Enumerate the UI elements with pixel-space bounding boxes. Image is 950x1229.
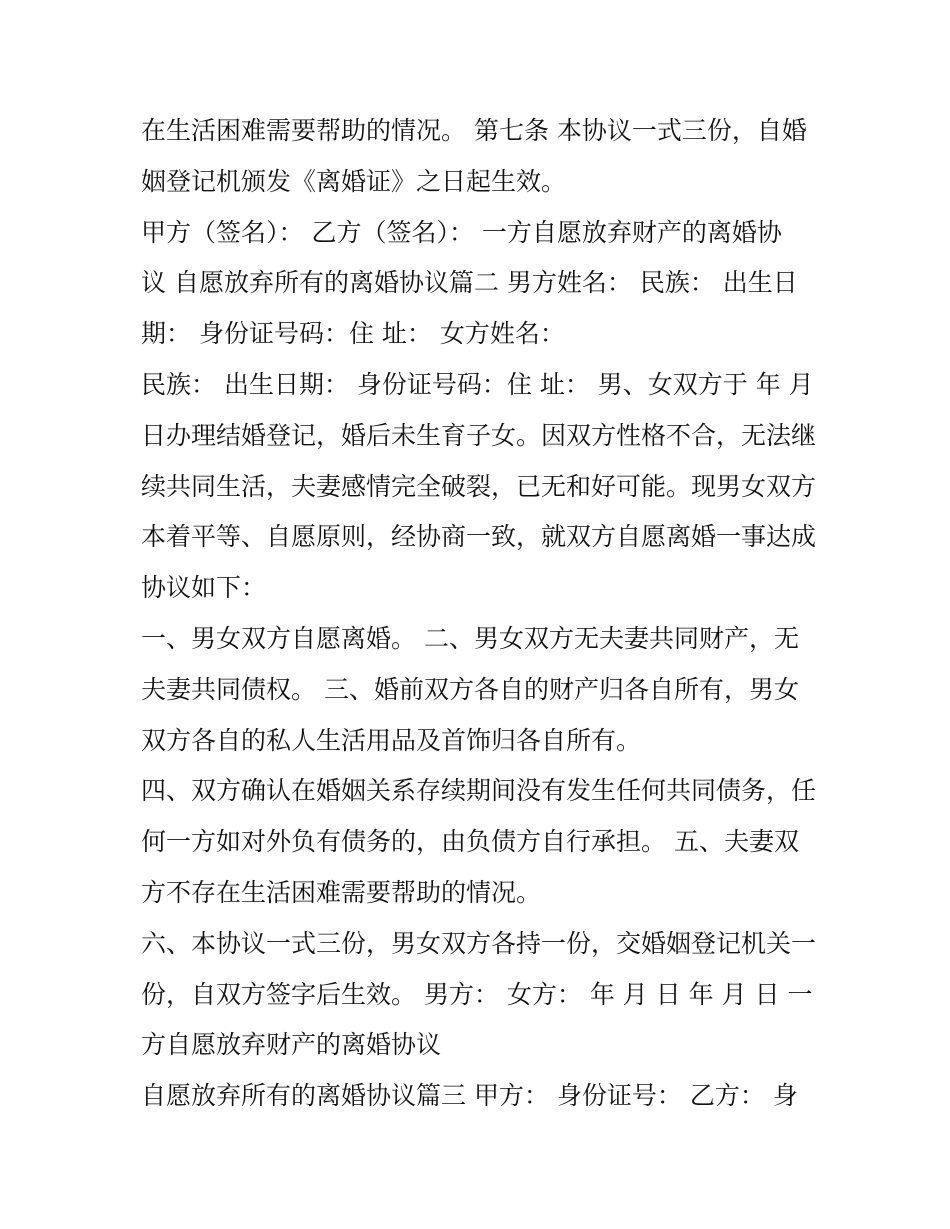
text-line: 方不存在生活困难需要帮助的情况。 xyxy=(141,877,542,907)
text-line: 日办理结婚登记，婚后未生育子女。因双方性格不合，无法继 xyxy=(141,420,817,450)
text-line: 在生活困难需要帮助的情况。 第七条 本协议一式三份，自婚 xyxy=(141,116,807,145)
text-line: 姻登记机颁发《离婚证》之日起生效。 xyxy=(141,166,567,196)
text-line: 协议如下： xyxy=(141,573,267,603)
text-line: 四、双方确认在婚姻关系存续期间没有发生任何共同债务，任 xyxy=(141,776,817,806)
text-line: 甲方（签名）： 乙方（签名）： 一方自愿放弃财产的离婚协 xyxy=(141,217,782,247)
text-line: 份，自双方签字后生效。 男方： 女方： 年 月 日 年 月 日 一 xyxy=(141,979,813,1009)
text-line: 期： 身份证号码：住 址： 女方姓名： xyxy=(141,319,565,349)
text-line: 续共同生活，夫妻感情完全破裂，已无和好可能。现男女双方 xyxy=(141,471,817,501)
text-line: 双方各自的私人生活用品及首饰归各自所有。 xyxy=(141,725,642,755)
text-line: 六、本协议一式三份，男女双方各持一份，交婚姻登记机关一 xyxy=(141,928,817,958)
document-body xyxy=(141,106,821,1122)
text-line: 议 自愿放弃所有的离婚协议篇二 男方姓名： 民族： 出生日 xyxy=(141,268,798,298)
text-line: 一、男女双方自愿离婚。 二、男女双方无夫妻共同财产，无 xyxy=(141,623,799,653)
text-line: 何一方如对外负有债务的，由负债方自行承担。 五、夫妻双 xyxy=(141,827,799,857)
text-line: 民族： 出生日期： 身份证号码：住 址： 男、女双方于 年 月 xyxy=(141,369,814,399)
text-line: 方自愿放弃财产的离婚协议 xyxy=(141,1030,442,1060)
text-line: 本着平等、自愿原则，经协商一致，就双方自愿离婚一事达成 xyxy=(141,522,817,552)
text-line: 夫妻共同债权。 三、婚前双方各自的财产归各自所有，男女 xyxy=(141,674,799,704)
text-line: 自愿放弃所有的离婚协议篇三 甲方： 身份证号： 乙方： 身 xyxy=(141,1081,798,1111)
